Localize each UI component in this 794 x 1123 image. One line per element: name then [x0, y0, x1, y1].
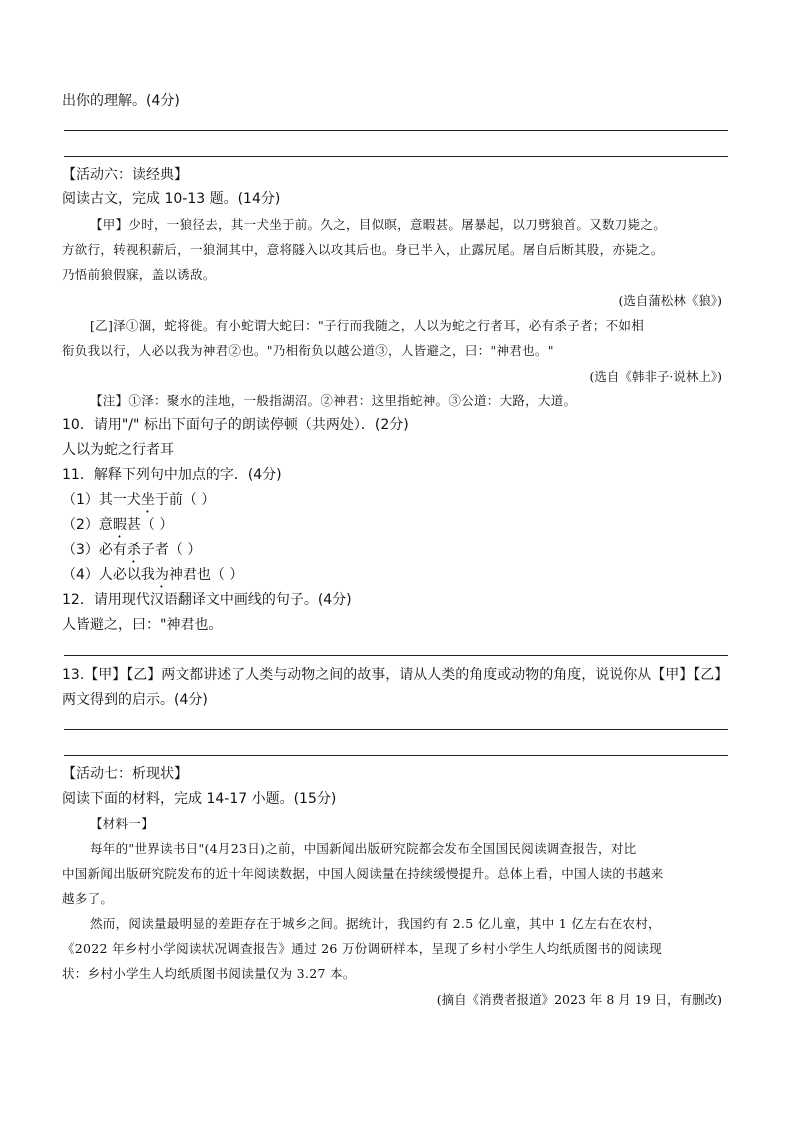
jia-line-3: 乃悟前狼假寐，盖以诱敌。 — [62, 267, 216, 282]
p2-line-3: 状：乡村小学生人均纸质图书阅读量仅为 3.27 本。 — [62, 966, 356, 981]
item-number: （3） — [62, 542, 99, 558]
dotted-char: 暇 — [112, 517, 127, 533]
dotted-char: 坐 — [140, 492, 155, 508]
material-source: (摘自《消费者报道》2023 年 8 月 19 日，有删改) — [436, 992, 722, 1007]
item-number: （2） — [62, 517, 99, 533]
answer-line — [64, 655, 728, 656]
dotted-char: 杀 — [126, 542, 141, 558]
answer-line — [64, 755, 728, 756]
p2-line-2: 《2022 年乡村小学阅读状况调查报告》通过 26 万份调研样本，呈现了乡村小学生人均纸质图书的阅读现 — [62, 941, 662, 956]
answer-line — [64, 130, 728, 131]
item-blank: 子者（ ） — [140, 542, 202, 558]
yi-line-1: [乙]泽①涸，蛇将徙。有小蛇谓大蛇曰："子行而我随之，人以为蛇之行者耳，必有杀子者；不如相 — [90, 318, 645, 333]
p1-line-3: 越多了。 — [62, 891, 114, 906]
activity6-intro: 阅读古文，完成 10-13 题。(14分) — [62, 191, 281, 207]
dotted-char: 为 — [154, 567, 169, 583]
jia-line-1: 【甲】少时，一狼径去，其一犬坐于前。久之，目似暝，意暇甚。屠暴起，以刀劈狼首。又数刀毙之。 — [90, 217, 667, 232]
item-text: 人必以我 — [98, 567, 155, 583]
p1-line-2: 中国新闻出版研究院发布的近十年阅读数据，中国人阅读量在持续缓慢提升。总体上看，中国人读的书越来 — [62, 866, 664, 881]
q11-item-4 — [62, 566, 243, 591]
q12: 12．请用现代汉语翻译文中画线的句子。(4分) — [62, 592, 352, 608]
item-blank: 甚（ ） — [126, 517, 174, 533]
yi-source: (选自《韩非子·说林上》) — [589, 369, 722, 384]
q11-item-2 — [62, 516, 173, 541]
item-blank: 于前（ ） — [154, 492, 216, 508]
activity6-title: 【活动六：读经典】 — [62, 167, 188, 183]
q9-tail: 出你的理解。(4分) — [62, 93, 180, 109]
p1-line-1: 每年的"世界读书日"(4月23日)之前，中国新闻出版研究院都会发布全国国民阅读调查报告，对比 — [90, 841, 637, 856]
activity7-title: 【活动七：析现状】 — [62, 766, 188, 782]
yi-line-2: 衔负我以行，人必以我为神君②也。"乃相衔负以越公道③，人皆避之，曰："神君也。" — [62, 343, 554, 358]
item-text: 其一犬 — [98, 492, 141, 508]
jia-source: (选自蒲松林《狼》) — [618, 293, 722, 308]
jia-line-2: 方欲行，转视积薪后，一狼洞其中，意将隧入以攻其后也。身已半入，止露尻尾。屠自后断其股，亦毙之。 — [62, 242, 664, 257]
q11-item-3 — [62, 541, 201, 566]
q13-line-2: 两文得到的启示。(4分) — [62, 692, 208, 708]
p2-line-1: 然而，阅读量最明显的差距存在于城乡之间。据统计，我国约有 2.5 亿儿童，其中 1 亿左右在农村， — [90, 916, 661, 931]
material-one-title: 【材料一】 — [90, 816, 155, 831]
annotation-note: 【注】①泽：聚水的洼地，一般指湖沼。②神君：这里指蛇神。③公道：大路，大道。 — [90, 393, 577, 408]
q10-sentence: 人以为蛇之行者耳 — [62, 442, 174, 458]
item-blank: 神君也（ ） — [168, 567, 244, 583]
item-text: 必有 — [98, 542, 127, 558]
q12-sentence: 人皆避之，曰："神君也。 — [62, 617, 223, 633]
activity7-intro: 阅读下面的材料，完成 14-17 小题。(15分) — [62, 791, 337, 807]
q11-item-1 — [62, 491, 215, 516]
q13-line-1: 13.【甲】【乙】两文都讲述了人类与动物之间的故事，请从人类的角度或动物的角度，说说你从【甲】【乙】 — [62, 667, 729, 683]
q10: 10．请用"/" 标出下面句子的朗读停顿（共两处）．(2分) — [62, 417, 409, 433]
answer-line — [64, 156, 728, 157]
q11: 11．解释下列句中加点的字．(4分) — [62, 467, 282, 483]
answer-line — [64, 729, 728, 730]
item-text: 意 — [98, 517, 113, 533]
item-number: （1） — [62, 492, 99, 508]
item-number: （4） — [62, 567, 99, 583]
